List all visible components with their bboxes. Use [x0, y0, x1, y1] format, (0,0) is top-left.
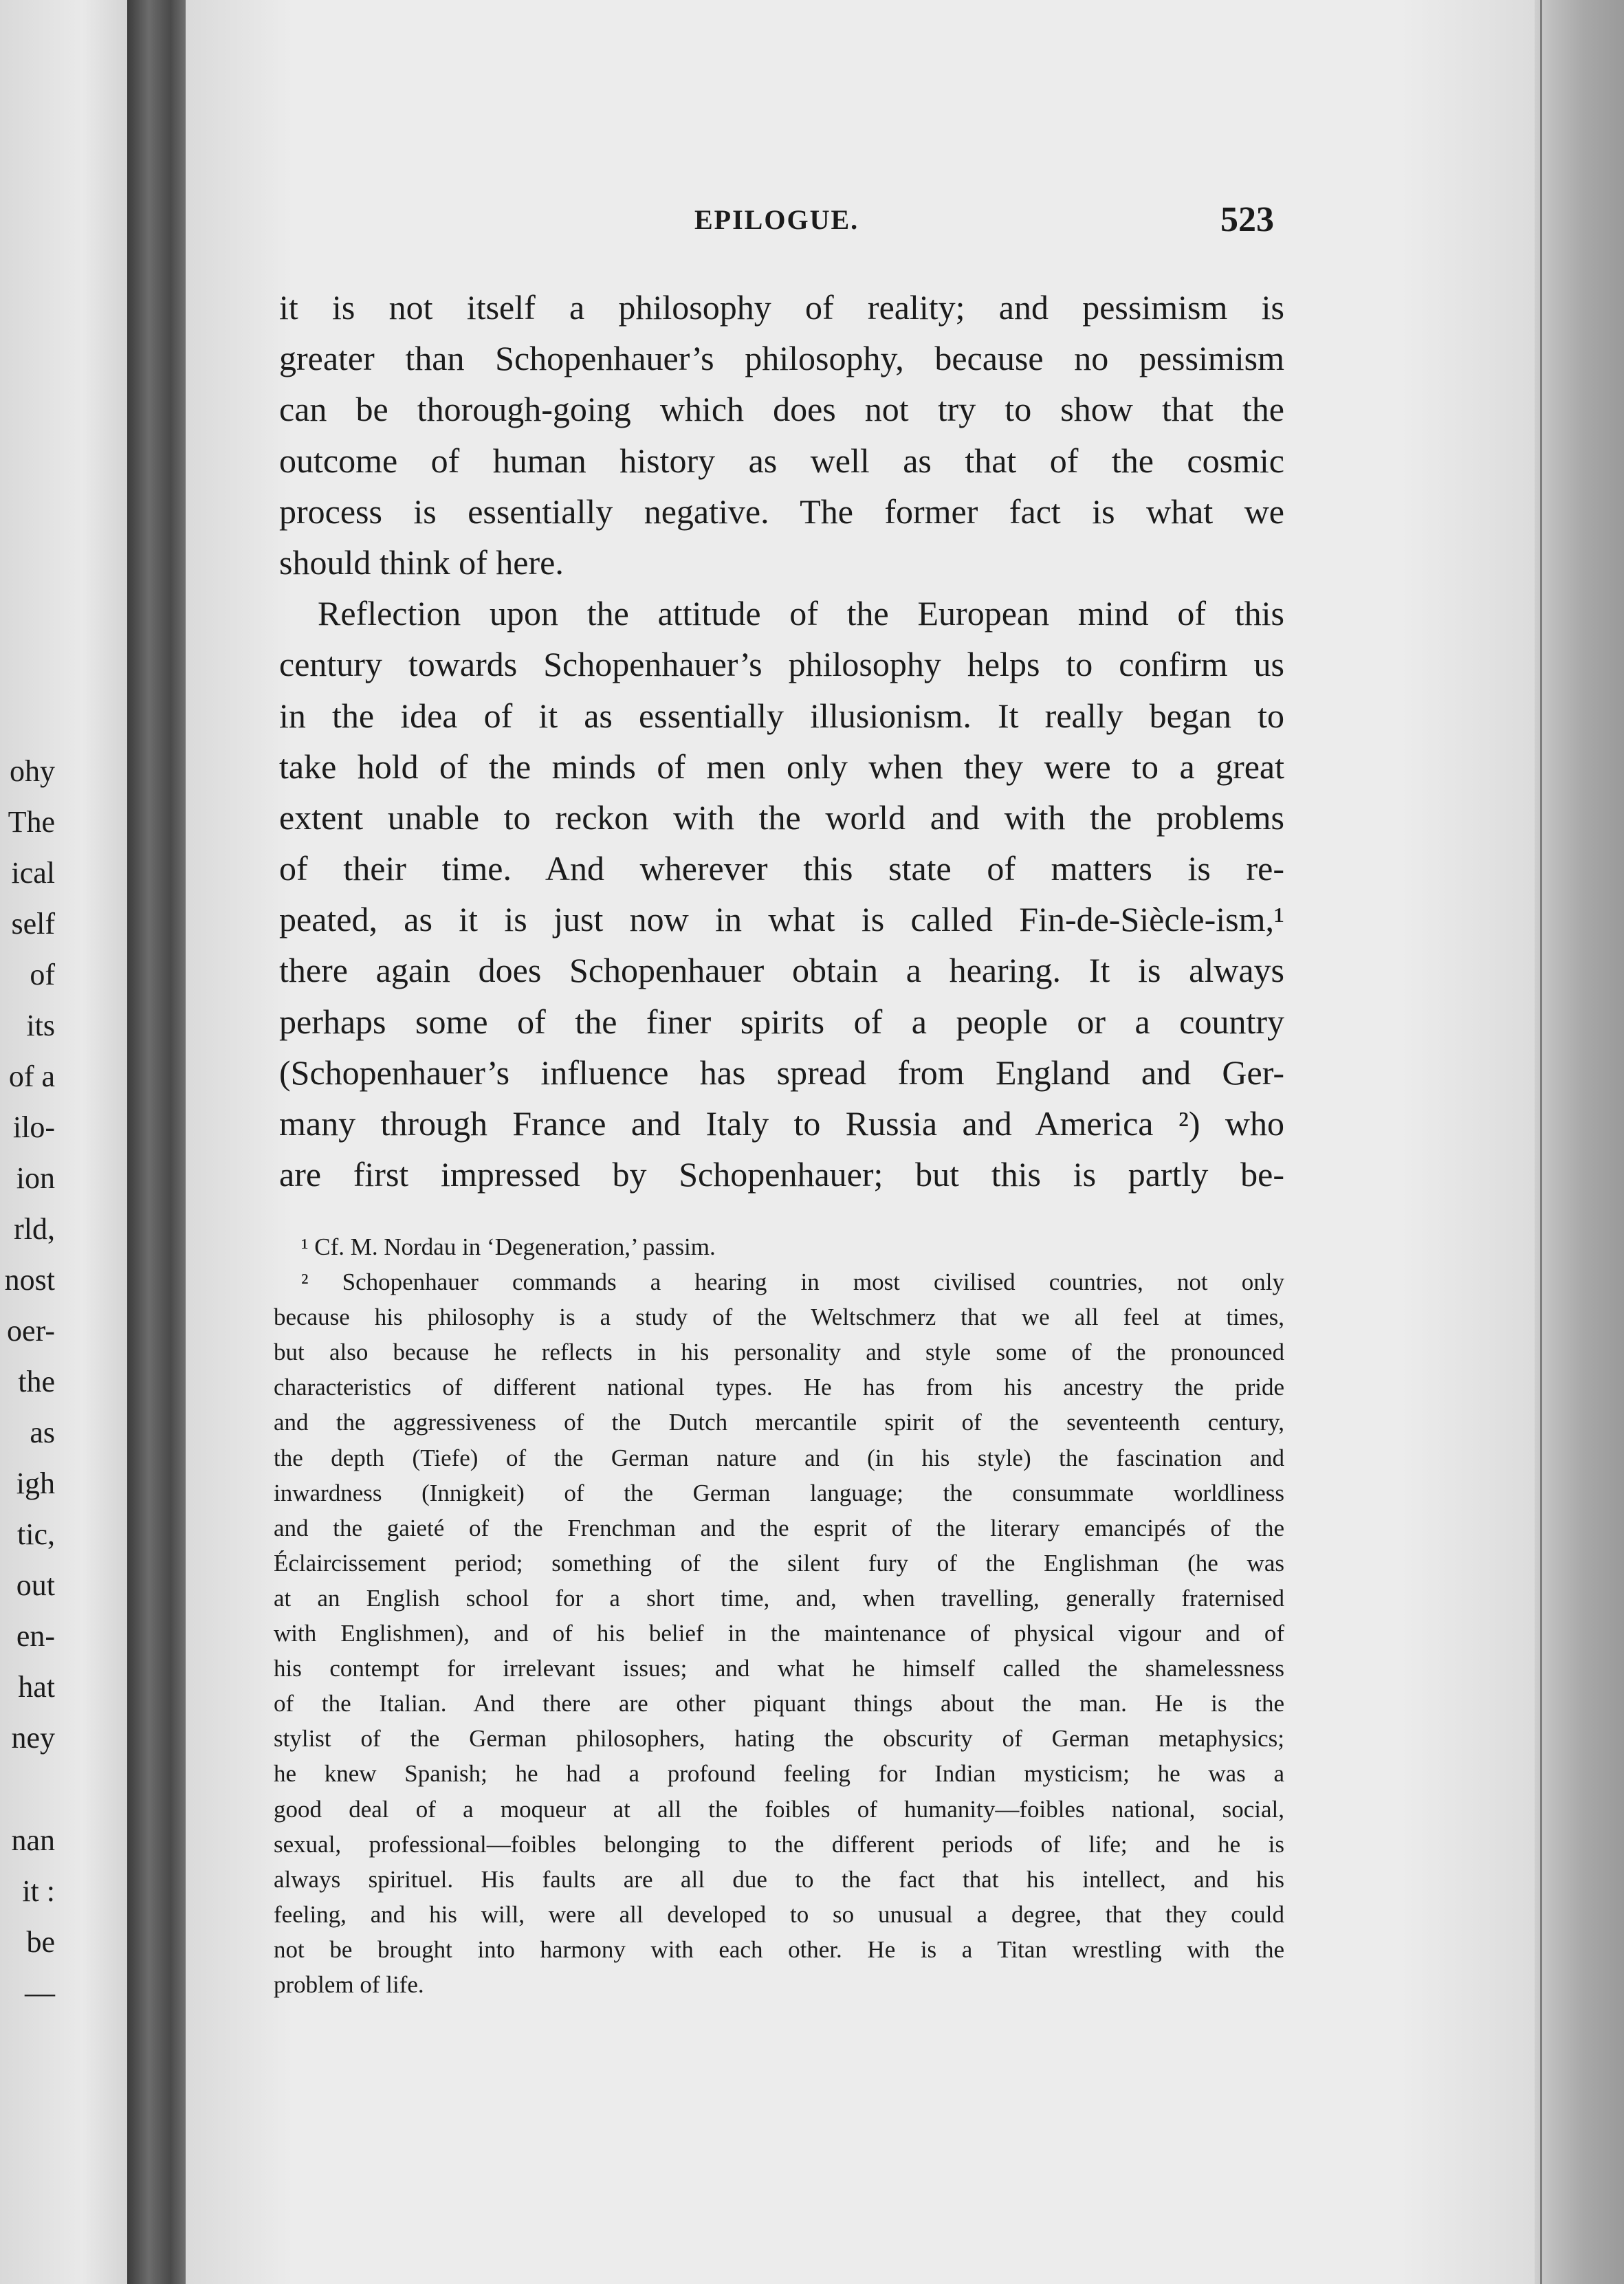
left-page-fragment: the	[18, 1365, 55, 1398]
footnotes	[274, 1229, 1284, 2002]
text-line: it is not itself a philosophy of reality; and pessimism is	[279, 288, 1284, 327]
footnote-line: with Englishmen), and of his belief in the maintenance of physical vigour and of	[274, 1620, 1284, 1647]
text-line: take hold of the minds of men only when they were to a great	[279, 747, 1284, 786]
left-page-fragment: ney	[11, 1721, 55, 1755]
footnote-line: his contempt for irrelevant issues; and what he himself called the shamelessness	[274, 1655, 1284, 1682]
footnote-line: and the aggressiveness of the Dutch mercantile spirit of the seventeenth century,	[274, 1409, 1284, 1436]
left-page-fragment: igh	[16, 1467, 55, 1500]
left-page-fragment: ilo-	[12, 1110, 55, 1144]
left-page-fragment: of	[30, 958, 55, 991]
left-page-fragment: ical	[11, 856, 55, 890]
footnote-line: Éclaircissement period; something of the silent fury of the Englishman (he was	[274, 1549, 1284, 1577]
text-line: there again does Schopenhauer obtain a hearing. It is always	[279, 951, 1284, 990]
left-page-fragment: of a	[8, 1059, 55, 1093]
left-page-fragment: it :	[22, 1874, 55, 1908]
left-page-fragment: en-	[16, 1619, 55, 1653]
footnote-line: because his philosophy is a study of the Weltschmerz that we all feel at times,	[274, 1304, 1284, 1331]
text-line: can be thorough-going which does not try to show that the	[279, 390, 1284, 429]
footnote-line: problem of life.	[274, 1970, 424, 1998]
left-page-fragment: oer-	[7, 1314, 55, 1348]
left-facing-page	[0, 0, 138, 2284]
footnote-line: sexual, professional—foibles belonging to the different periods of life; and he is	[274, 1830, 1284, 1858]
footnote-line: characteristics of different national types. He has from his ancestry the pride	[274, 1374, 1284, 1401]
left-page-fragment: out	[16, 1568, 55, 1602]
footnote-line: inwardness (Innigkeit) of the German language; the consummate worldliness	[274, 1479, 1284, 1506]
footnote-line: good deal of a moqueur at all the foibles of humanity—foibles national, social,	[274, 1795, 1284, 1823]
footnote-line: not be brought into harmony with each other. He is a Titan wrestling with the	[274, 1935, 1284, 1963]
book-gutter	[127, 0, 189, 2284]
footnote-line: he knew Spanish; he had a profound feeling for Indian mysticism; he was a	[274, 1760, 1284, 1788]
footnote-line: stylist of the German philosophers, hating the obscurity of German metaphysics;	[274, 1725, 1284, 1753]
text-line: Reflection upon the attitude of the European mind of this	[318, 594, 1284, 633]
footnote-line: always spirituel. His faults are all due to the fact that his intellect, and his	[274, 1865, 1284, 1893]
text-line: outcome of human history as well as that of the cosmic	[279, 441, 1284, 480]
footnote-line: ¹ Cf. M. Nordau in ‘Degeneration,’ passim.	[301, 1233, 716, 1260]
book-page	[186, 0, 1535, 2284]
left-page-fragment: nost	[4, 1263, 55, 1297]
left-page-fragment: hat	[18, 1670, 55, 1704]
left-page-fragment: self	[11, 907, 55, 941]
footnote-line: and the gaieté of the Frenchman and the esprit of the literary emancipés of the	[274, 1514, 1284, 1541]
footnote-line: the depth (Tiefe) of the German nature and (in his style) the fascination and	[274, 1444, 1284, 1471]
text-line: perhaps some of the finer spirits of a people or a country	[279, 1002, 1284, 1041]
left-page-fragment: its	[26, 1009, 55, 1042]
left-page-fragment: ion	[16, 1161, 55, 1195]
text-line: are first impressed by Schopenhauer; but this is partly be-	[279, 1155, 1284, 1194]
footnote-line: at an English school for a short time, and, when travelling, generally fraternised	[274, 1584, 1284, 1612]
text-line: many through France and Italy to Russia and America ²) who	[279, 1104, 1284, 1143]
text-line: in the idea of it as essentially illusionism. It really began to	[279, 696, 1284, 735]
left-page-fragment: nan	[11, 1823, 55, 1857]
footnote-line: ² Schopenhauer commands a hearing in most civilised countries, not only	[301, 1269, 1284, 1296]
text-line: (Schopenhauer’s influence has spread from England and Ger-	[279, 1053, 1284, 1092]
left-page-fragment: —	[25, 1976, 55, 2010]
page-edge	[1535, 0, 1624, 2284]
text-line: of their time. And wherever this state of matters is re-	[279, 849, 1284, 888]
left-page-fragment: The	[8, 805, 55, 839]
left-page-fragment: as	[30, 1416, 55, 1449]
left-page-fragment: be	[26, 1925, 55, 1959]
text-line: peated, as it is just now in what is called Fin-de-Siècle-ism,¹	[279, 900, 1284, 939]
page-number: 523	[1220, 200, 1274, 239]
text-line: greater than Schopenhauer’s philosophy, because no pessimism	[279, 339, 1284, 378]
running-head	[186, 200, 1535, 245]
text-line: extent unable to reckon with the world and with the problems	[279, 798, 1284, 837]
footnote-line: but also because he reflects in his personality and style some of the pronounced	[274, 1339, 1284, 1366]
footnote-line: feeling, and his will, were all developed to so unusual a degree, that they could	[274, 1900, 1284, 1928]
left-page-fragment: tic,	[17, 1517, 55, 1551]
left-page-fragment: ohy	[10, 754, 55, 788]
left-page-fragment: rld,	[14, 1212, 55, 1246]
body-text	[279, 282, 1284, 1200]
text-line: should think of here.	[279, 542, 564, 582]
text-line: process is essentially negative. The former fact is what we	[279, 492, 1284, 531]
text-line: century towards Schopenhauer’s philosophy helps to confirm us	[279, 645, 1284, 684]
footnote-line: of the Italian. And there are other piquant things about the man. He is the	[274, 1690, 1284, 1717]
page-title: EPILOGUE.	[694, 204, 859, 235]
